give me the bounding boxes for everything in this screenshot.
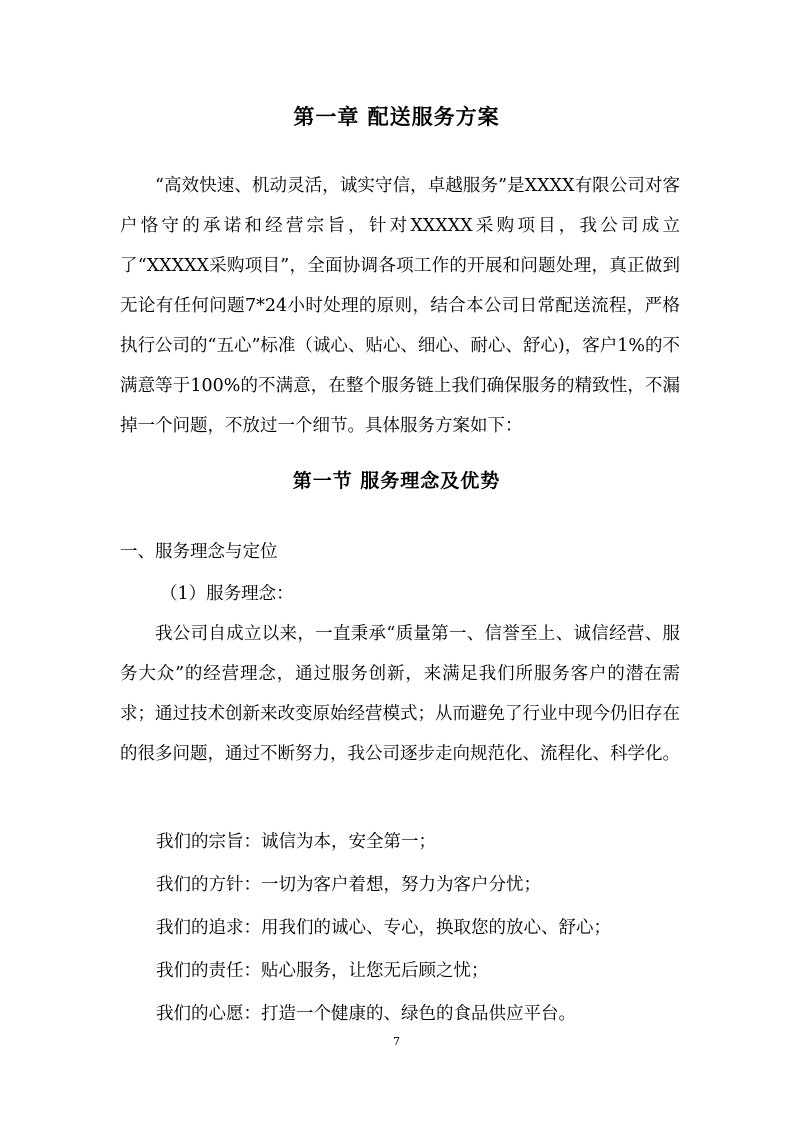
list-item-pursuit: 我们的追求：用我们的诚心、专心，换取您的放心、舒心； bbox=[156, 918, 611, 938]
list-item-wish: 我们的心愿：打造一个健康的、绿色的食品供应平台。 bbox=[156, 1004, 576, 1024]
section-title: 第一节 服务理念及优势 bbox=[292, 470, 501, 492]
philosophy-paragraph: 我公司自成立以来，一直秉承“质量第一、信誉至上、诚信经营、服务大众”的经营理念，通过服务创新，来满足我们所服务客户的潜在需求；通过技术创新来改变原始经营模式；从而避免了行业中现今仍旧存在的很多问题，通过不断努力，我公司逐步走向规范化、流程化、科学化。 bbox=[120, 624, 680, 764]
heading-service-philosophy: 一、服务理念与定位 bbox=[120, 542, 278, 562]
intro-paragraph: “高效快速、机动灵活，诚实守信，卓越服务”是XXXX有限公司对客户恪守的承诺和经营宗旨，针对XXXXX采购项目，我公司成立了“XXXXX采购项目”，全面协调各项工作的开展和问题处理，真正做到无论有任何问题7*24小时处理的原则，结合本公司日常配送流程，严格执行公司的“五心”标准（诚心、贴心、细心、耐心、舒心)，客户1%的不满意等于100%的不满意，在整个服务链上我们确保服务的精致性，不漏掉一个问题，不放过一个细节。具体服务方案如下： bbox=[120, 176, 680, 436]
sub-heading-philosophy: （1）服务理念： bbox=[160, 584, 294, 604]
list-item-responsibility: 我们的责任：贴心服务，让您无后顾之忧； bbox=[156, 961, 489, 981]
page-number: 7 bbox=[393, 1035, 400, 1048]
list-item-purpose: 我们的宗旨：诚信为本，安全第一； bbox=[156, 832, 436, 852]
chapter-title: 第一章 配送服务方案 bbox=[293, 104, 500, 129]
list-item-policy: 我们的方针：一切为客户着想，努力为客户分忧； bbox=[156, 875, 541, 895]
